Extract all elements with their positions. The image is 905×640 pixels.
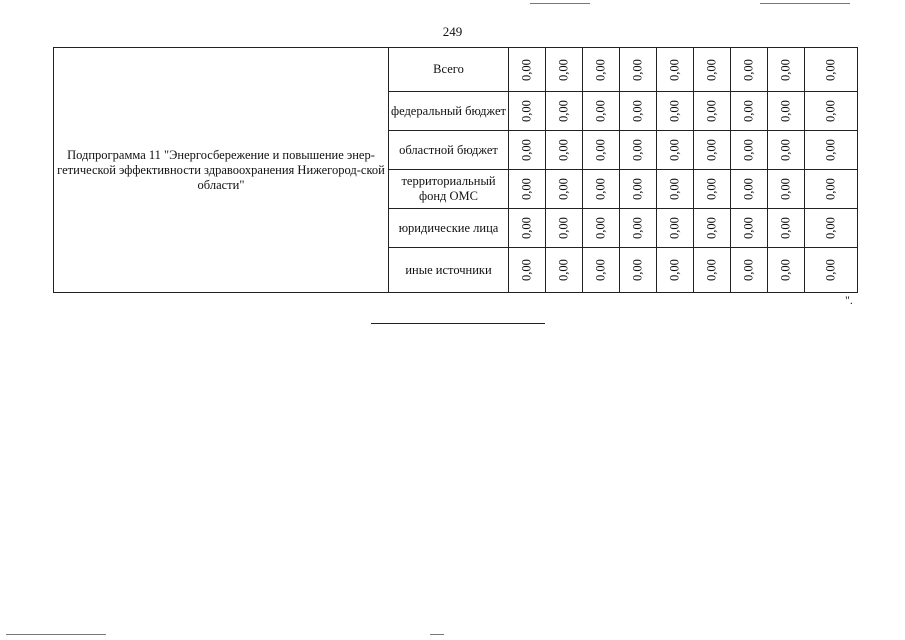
source-legal-entities: юридические лица [389, 209, 509, 248]
value-cell: 0,00 [694, 209, 731, 248]
value-cell: 0,00 [768, 48, 805, 92]
table-row [54, 48, 858, 92]
value-cell: 0,00 [657, 170, 694, 209]
value-cell: 0,00 [805, 131, 858, 170]
value-cell: 0,00 [768, 209, 805, 248]
value-cell: 0,00 [768, 92, 805, 131]
value-cell: 0,00 [546, 92, 583, 131]
value-cell: 0,00 [805, 248, 858, 293]
value-cell: 0,00 [694, 248, 731, 293]
value-cell: 0,00 [620, 92, 657, 131]
value-cell: 0,00 [509, 209, 546, 248]
value-cell: 0,00 [805, 48, 858, 92]
value-cell: 0,00 [509, 92, 546, 131]
value-cell: 0,00 [731, 48, 768, 92]
value-cell: 0,00 [546, 170, 583, 209]
value-cell: 0,00 [694, 92, 731, 131]
value-cell: 0,00 [509, 48, 546, 92]
value-cell: 0,00 [657, 248, 694, 293]
value-cell: 0,00 [583, 248, 620, 293]
value-cell: 0,00 [583, 209, 620, 248]
value-cell: 0,00 [657, 209, 694, 248]
value-cell: 0,00 [509, 170, 546, 209]
closing-quote-mark: ". [845, 293, 853, 307]
value-cell: 0,00 [583, 48, 620, 92]
scan-artifact [430, 634, 444, 635]
funding-table [53, 47, 858, 293]
value-cell: 0,00 [731, 170, 768, 209]
value-cell: 0,00 [657, 131, 694, 170]
page-number: 249 [442, 24, 463, 39]
value-cell: 0,00 [620, 131, 657, 170]
value-cell: 0,00 [657, 48, 694, 92]
source-total: Всего [389, 48, 509, 92]
value-cell: 0,00 [768, 131, 805, 170]
value-cell: 0,00 [546, 48, 583, 92]
value-cell: 0,00 [620, 48, 657, 92]
value-cell: 0,00 [546, 248, 583, 293]
value-cell: 0,00 [620, 248, 657, 293]
value-cell: 0,00 [694, 131, 731, 170]
value-cell: 0,00 [620, 209, 657, 248]
value-cell: 0,00 [509, 248, 546, 293]
value-cell: 0,00 [805, 92, 858, 131]
value-cell: 0,00 [731, 209, 768, 248]
value-cell: 0,00 [805, 209, 858, 248]
value-cell: 0,00 [583, 131, 620, 170]
source-other: иные источники [389, 248, 509, 293]
value-cell: 0,00 [768, 170, 805, 209]
scan-artifact [530, 3, 590, 4]
value-cell: 0,00 [583, 170, 620, 209]
value-cell: 0,00 [583, 92, 620, 131]
value-cell: 0,00 [546, 131, 583, 170]
source-territorial-fund: территориальный фонд ОМС [389, 170, 509, 209]
value-cell: 0,00 [546, 209, 583, 248]
value-cell: 0,00 [731, 248, 768, 293]
value-cell: 0,00 [657, 92, 694, 131]
value-cell: 0,00 [620, 170, 657, 209]
scan-artifact [6, 634, 106, 635]
value-cell: 0,00 [731, 92, 768, 131]
value-cell: 0,00 [731, 131, 768, 170]
program-label: Подпрограмма 11 "Энергосбережение и повышение энер-гетической эффективности здравоохранения Нижегород-ской области" [54, 48, 389, 293]
value-cell: 0,00 [805, 170, 858, 209]
value-cell: 0,00 [694, 170, 731, 209]
source-regional: областной бюджет [389, 131, 509, 170]
source-federal: федеральный бюджет [389, 92, 509, 131]
value-cell: 0,00 [768, 248, 805, 293]
value-cell: 0,00 [694, 48, 731, 92]
signature-rule [371, 323, 545, 324]
value-cell: 0,00 [509, 131, 546, 170]
scan-artifact [760, 3, 850, 4]
